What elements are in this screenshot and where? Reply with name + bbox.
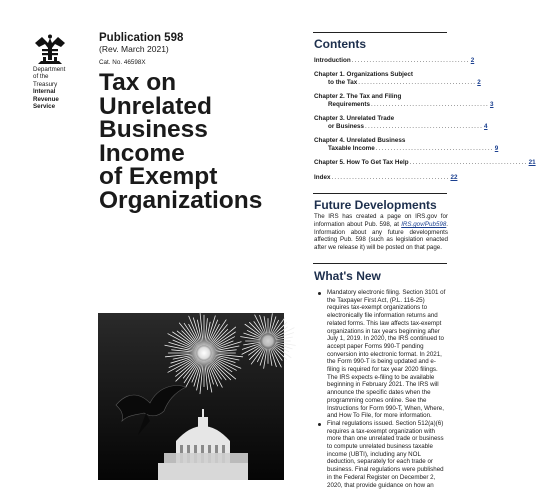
toc-entry-chapter-4[interactable] bbox=[314, 137, 499, 153]
agency-line: Treasury bbox=[33, 80, 58, 88]
fireworks-eagle-capitol-image bbox=[98, 313, 284, 480]
cover-photo bbox=[98, 313, 284, 480]
toc-entry-label: to the Tax bbox=[328, 79, 358, 87]
agency-line: Department bbox=[33, 66, 66, 73]
list-item: Final regulations issued. Section 512(a)(6) requires a tax-exempt organization with more than one unrelated trade or business to compute unrelated business taxable income (UBTI), including any NOL deduction, separately for each trade or business. Final regulations were published in the Federal Register on December 2, 2020, that provide guidance on how an bbox=[314, 420, 448, 489]
agency-line: Service bbox=[33, 103, 56, 111]
toc-leader: ........................................ bbox=[375, 145, 494, 153]
pub598-link[interactable]: IRS.gov/Pub598 bbox=[401, 220, 447, 228]
toc-entry-label: Chapter 3. Unrelated Trade bbox=[314, 115, 395, 122]
agency-line: Internal bbox=[33, 88, 56, 96]
toc-page-link[interactable]: 9 bbox=[494, 145, 499, 153]
whats-new-list bbox=[314, 289, 448, 489]
toc-leader: ........................................ bbox=[409, 159, 528, 166]
toc-entry-label: Introduction bbox=[314, 57, 351, 64]
contents-top-rule bbox=[313, 32, 447, 33]
toc-entry-chapter-1[interactable] bbox=[314, 71, 481, 87]
catalog-number: Cat. No. 46598X bbox=[99, 59, 146, 66]
title-line: of Exempt bbox=[99, 163, 218, 191]
toc-leader: ........................................ bbox=[351, 57, 470, 64]
agency-name bbox=[33, 66, 89, 110]
future-developments-heading: Future Developments bbox=[314, 198, 437, 212]
toc-entry-label: Chapter 4. Unrelated Business bbox=[314, 137, 406, 144]
whats-new-top-rule bbox=[313, 263, 447, 264]
future-developments-text bbox=[314, 213, 448, 252]
toc-leader: ........................................ bbox=[331, 174, 450, 181]
toc-entry-chapter-3[interactable] bbox=[314, 115, 488, 131]
toc-entry-label: Index bbox=[314, 174, 331, 181]
toc-page-link[interactable]: 2 bbox=[477, 79, 481, 87]
whats-new-heading: What's New bbox=[314, 269, 381, 283]
toc-leader: ........................................ bbox=[371, 101, 489, 109]
toc-entry-label: or Business bbox=[328, 123, 365, 131]
toc-entry-label: Requirements bbox=[328, 101, 370, 109]
toc-entry-chapter-5[interactable] bbox=[314, 159, 536, 167]
toc-page-link[interactable]: 22 bbox=[450, 174, 458, 181]
future-text-after: . Information about any future developments affecting Pub. 598 (such as legislation enacted after we release it) will be posted on that page. bbox=[314, 220, 448, 252]
toc-leader: ........................................ bbox=[358, 79, 477, 87]
toc-entry-label: Chapter 2. The Tax and Filing bbox=[314, 93, 402, 100]
publication-title bbox=[99, 71, 299, 213]
toc-entry-index[interactable] bbox=[314, 174, 458, 182]
future-top-rule bbox=[313, 193, 447, 194]
revision-date: (Rev. March 2021) bbox=[99, 44, 169, 54]
contents-heading: Contents bbox=[314, 37, 366, 51]
toc-entry-introduction[interactable] bbox=[314, 57, 475, 65]
publication-number: Publication 598 bbox=[99, 32, 184, 44]
agency-line: Revenue bbox=[33, 95, 59, 103]
toc-entry-label: Taxable Income bbox=[328, 145, 375, 153]
toc-entry-label: Chapter 5. How To Get Tax Help bbox=[314, 159, 409, 166]
list-item: Mandatory electronic filing. Section 3101 of the Taxpayer First Act, (P.L. 116-25) requires tax-exempt organizations to electronically file information returns and related forms. This law affects tax-exempt organizations in tax years beginning after July 1, 2019. In 2020, the IRS continued to accept paper Forms 990-T pending conversion into electronic format. In 2021, the Form 990-T is being updated and e-filing is required for tax year 2020 filings. The IRS expects e-filing to be available beginning in February 2021. The IRS will announce the specific dates when the programming comes online. See the Instructions for Form 990-T, When, Where, and How To File, for more information. bbox=[314, 289, 448, 420]
title-line: Tax on bbox=[99, 69, 177, 96]
title-line: Unrelated bbox=[99, 92, 213, 120]
agency-line: of the bbox=[33, 73, 49, 81]
title-line: Business Income bbox=[99, 116, 208, 167]
toc-entry-chapter-2[interactable] bbox=[314, 93, 494, 109]
irs-eagle-logo-icon bbox=[33, 34, 67, 66]
toc-leader: ........................................ bbox=[365, 123, 484, 131]
future-text-before: The IRS has created a page on IRS.gov for information about Pub. 598, at bbox=[314, 213, 448, 228]
toc-page-link[interactable]: 2 bbox=[470, 57, 475, 64]
toc-page-link[interactable]: 21 bbox=[528, 159, 536, 166]
toc-entry-label: Chapter 1. Organizations Subject bbox=[314, 71, 414, 78]
toc-page-link[interactable]: 3 bbox=[489, 101, 494, 109]
title-line: Organizations bbox=[99, 186, 263, 214]
toc-page-link[interactable]: 4 bbox=[484, 123, 488, 131]
